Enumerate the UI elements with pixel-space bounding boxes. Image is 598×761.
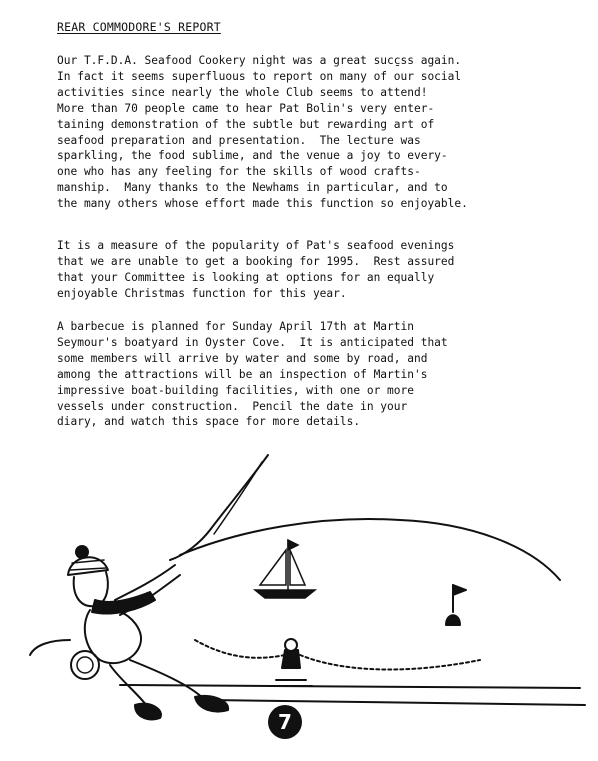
leg: [130, 660, 205, 700]
rope: [170, 455, 268, 560]
text-line: manship. Many thanks to the Newhams in particular, and to: [57, 181, 448, 195]
chain: [300, 655, 480, 670]
text-line: seafood preparation and presentation. The lecture was: [57, 133, 421, 147]
paragraph-seafood-night: [57, 53, 577, 212]
chain: [195, 640, 285, 658]
shoe: [135, 704, 161, 720]
rope: [214, 462, 262, 534]
torso: [85, 610, 141, 663]
text-line: A barbecue is planned for Sunday April 17th at Martin: [57, 320, 414, 333]
hill-outline: [180, 519, 560, 580]
rope-coil: [71, 651, 99, 679]
buoy-flag: [453, 585, 466, 595]
report-heading: REAR COMMODORE'S REPORT: [57, 20, 221, 34]
text-line: that we are unable to get a booking for 1995. Rest assured: [57, 254, 455, 268]
text-line: some members will arrive by water and some by road, and: [57, 351, 428, 365]
leg-back: [30, 640, 70, 655]
text-line: In fact it seems superfluous to report on many of our social: [57, 69, 462, 83]
sailboat: [255, 540, 315, 598]
text-line: sparkling, the food sublime, and the venue a joy to every-: [57, 149, 448, 163]
bollard-base: [272, 680, 312, 686]
text-line: among the attractions will be an inspection of Martin's: [57, 367, 428, 381]
water-line: [210, 700, 585, 705]
text-line: It is a measure of the popularity of Pat's seafood evenings: [57, 239, 455, 252]
shoe: [195, 696, 228, 712]
text-line: vessels under construction. Pencil the date in your: [57, 399, 408, 413]
text-line: More than 70 people came to hear Pat Bolin's very enter-: [57, 101, 435, 115]
paragraph-popularity: [57, 238, 577, 302]
page-number-badge: 7: [268, 705, 302, 739]
text-line: Our T.F.D.A. Seafood Cookery night was a great succ̱ss again.: [57, 54, 462, 67]
text-line: the many others whose effort made this function so enjoyable.: [57, 197, 468, 211]
text-line: impressive boat-building facilities, with one or more: [57, 383, 414, 397]
text-line: one who has any feeling for the skills of wood crafts-: [57, 165, 421, 179]
text-line: taining demonstration of the subtle but rewarding art of: [57, 117, 435, 131]
buoy: [446, 615, 460, 625]
bollard: [282, 650, 300, 668]
paragraph-barbecue: [57, 319, 577, 430]
text-line: Seymour's boatyard in Oyster Cove. It is anticipated that: [57, 335, 448, 349]
text-line: that your Committee is looking at options for an equally: [57, 270, 435, 284]
hat-pompom: [76, 546, 88, 558]
text-line: diary, and watch this space for more details.: [57, 415, 361, 429]
bollard-top: [285, 639, 297, 651]
text-line: enjoyable Christmas function for this year.: [57, 286, 347, 300]
text-line: activities since nearly the whole Club seems to attend!: [57, 85, 428, 99]
sailor-figure: [30, 546, 228, 719]
